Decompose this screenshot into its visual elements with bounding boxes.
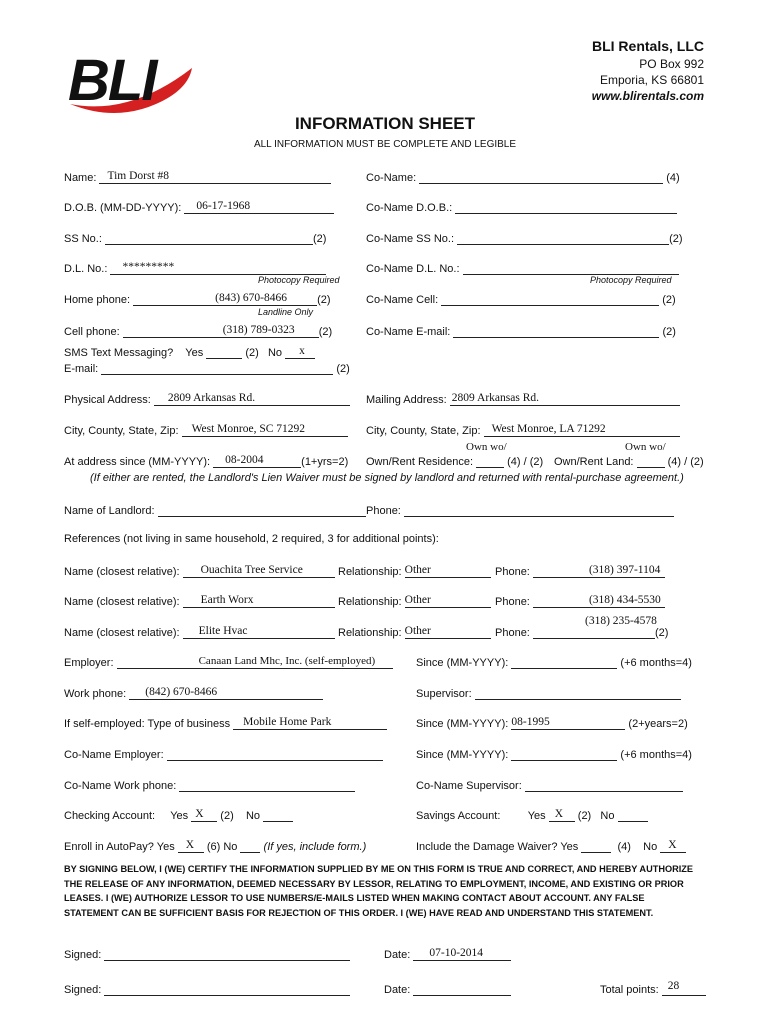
cocell-row: Co-Name Cell: (2) [366,294,676,306]
codl-row: Co-Name D.L. No.: [366,261,679,275]
email-field[interactable] [101,361,333,375]
landlord-phone-field[interactable] [404,503,674,517]
address-since-row: At address since (MM-YYYY): 08-2004 (1+yrs=2) [64,454,349,468]
ss-row: SS No.: (2) [64,233,327,245]
codl-note: Photocopy Required [590,275,672,285]
own-land-field[interactable] [637,454,665,468]
reference-rel-row-2: Relationship: Other [338,594,491,608]
company-po: PO Box 992 [639,57,704,71]
physical-address-field[interactable]: 2809 Arkansas Rd. [154,392,350,406]
page-subtitle: ALL INFORMATION MUST BE COMPLETE AND LEGIBLE [253,139,517,150]
dob-row: D.O.B. (MM-DD-YYYY): 06-17-1968 [64,200,334,214]
employer-since-row: Since (MM-YYYY): (+6 months=4) [416,657,692,669]
reference-rel-field[interactable]: Other [405,594,491,608]
cell-phone-field[interactable]: (318) 789-0323 [123,324,319,338]
business-type-field[interactable]: Mobile Home Park [233,716,387,730]
reference-phone-value-3: (318) 235-4578 [585,615,657,627]
email-row: E-mail: (2) [64,363,350,375]
reference-row-2: Name (closest relative): Earth Worx [64,594,335,608]
date-field-1[interactable]: 07-10-2014 [413,947,511,961]
waiver-yes-field[interactable] [581,839,611,853]
dl-note: Photocopy Required [258,275,340,285]
date-row-1: Date: 07-10-2014 [384,947,511,961]
dl-field[interactable]: ********* [110,261,326,275]
own-residence-row: Own/Rent Residence: (4) / (2) [366,456,544,468]
codob-field[interactable] [455,200,677,214]
city-row: City, County, State, Zip: West Monroe, SC 71292 [64,423,348,437]
home-phone-note: Landline Only [258,307,314,317]
coname-row: Co-Name: (4) [366,172,680,184]
company-city: Emporia, KS 66801 [599,73,704,87]
city-field[interactable]: West Monroe, SC 71292 [182,423,348,437]
codl-field[interactable] [463,261,679,275]
ss-field[interactable] [105,231,313,245]
employer-field[interactable]: Canaan Land Mhc, Inc. (self-employed) [117,655,393,669]
savings-row: Savings Account: Yes X (2) No [416,808,648,822]
home-phone-field[interactable]: (843) 670-8466 [133,292,317,306]
landlord-row: Name of Landlord: [64,503,366,517]
landlord-note: (If either are rented, the Landlord's Lien Waiver must be signed by landlord and returned with rental-purchase agreement.) [90,472,684,484]
employer-row: Employer: Canaan Land Mhc, Inc. (self-employed) [64,655,393,669]
sms-row: SMS Text Messaging? Yes (2) No x [64,345,315,359]
checking-no-field[interactable] [263,808,293,822]
coname-field[interactable] [419,170,663,184]
reference-row-3: Name (closest relative): Elite Hvac [64,625,335,639]
reference-rel-row-1: Relationship: Other [338,564,491,578]
bli-logo [60,38,200,118]
references-intro: References (not living in same household, 2 required, 3 for additional points): [64,533,439,545]
reference-phone-row-3: Phone: (2) [495,627,669,639]
reference-rel-row-3: Relationship: Other [338,625,491,639]
reference-rel-field[interactable]: Other [405,625,491,639]
dob-field[interactable]: 06-17-1968 [184,200,334,214]
page-title: INFORMATION SHEET [294,114,476,133]
own-land-row: Own/Rent Land: (4) / (2) [554,456,704,468]
name-row: Name: Tim Dorst #8 [64,170,331,184]
savings-yes-field[interactable]: X [549,808,575,822]
reference-name-field[interactable]: Ouachita Tree Service [183,564,335,578]
own-residence-field[interactable] [476,454,504,468]
mailing-address-field[interactable]: 2809 Arkansas Rd. [450,392,680,406]
name-field[interactable]: Tim Dorst #8 [99,170,331,184]
reference-phone-field[interactable]: (318) 397-1104 [533,564,665,578]
reference-phone-row-2: Phone: (318) 434-5530 [495,594,665,608]
business-since-field[interactable]: 08-1995 [511,716,625,730]
autopay-yes-field[interactable]: X [178,839,204,853]
mailing-address-row: Mailing Address: 2809 Arkansas Rd. [366,392,680,406]
checking-row: Checking Account: Yes X (2) No [64,808,293,822]
total-points-field[interactable]: 28 [662,982,706,996]
cell-phone-row: Cell phone: (318) 789-0323 (2) [64,324,333,338]
signature-row-1: Signed: [64,947,350,961]
co-work-phone-row: Co-Name Work phone: [64,778,355,792]
logo-text: BLI [68,48,156,113]
business-since-row: Since (MM-YYYY): 08-1995 (2+years=2) [416,716,688,730]
mailing-city-field[interactable]: West Monroe, LA 71292 [484,423,680,437]
sms-no-field[interactable]: x [285,345,315,359]
landlord-field[interactable] [158,503,366,517]
cocell-field[interactable] [441,292,659,306]
work-phone-row: Work phone: (842) 670-8466 [64,686,323,700]
mailing-city-row: City, County, State, Zip: West Monroe, LA 71292 [366,423,680,437]
signature-field-1[interactable] [104,947,350,961]
co-employer-row: Co-Name Employer: [64,747,383,761]
total-points-row: Total points: 28 [600,982,706,996]
landlord-phone-row: Phone: [366,503,674,517]
signature-row-2: Signed: [64,982,350,996]
reference-name-field[interactable]: Earth Worx [183,594,335,608]
dl-row: D.L. No.: ********* [64,261,326,275]
date-row-2: Date: [384,982,511,996]
reference-phone-row-1: Phone: (318) 397-1104 [495,564,665,578]
coss-row: Co-Name SS No.: (2) [366,233,683,245]
co-supervisor-field[interactable] [525,778,683,792]
damage-waiver-row: Include the Damage Waiver? Yes (4) No X [416,839,686,853]
date-field-2[interactable] [413,982,511,996]
physical-address-row: Physical Address: 2809 Arkansas Rd. [64,392,350,406]
reference-rel-field[interactable]: Other [405,564,491,578]
reference-phone-field[interactable]: (318) 434-5530 [533,594,665,608]
co-employer-since-row: Since (MM-YYYY): (+6 months=4) [416,749,692,761]
supervisor-row: Supervisor: [416,686,681,700]
self-employed-row: If self-employed: Type of business Mobile Home Park [64,716,387,730]
own-land-value: Own wo/ [625,441,666,453]
reference-phone-field[interactable] [533,625,655,639]
checking-yes-field[interactable]: X [191,808,217,822]
own-residence-value: Own wo/ [466,441,507,453]
company-website: www.blirentals.com [591,89,704,103]
work-phone-field[interactable]: (842) 670-8466 [129,686,323,700]
reference-row-1: Name (closest relative): Ouachita Tree Service [64,564,335,578]
autopay-row: Enroll in AutoPay? Yes X (6) No (If yes, include form.) [64,839,367,853]
employer-since-field[interactable] [511,655,617,669]
waiver-no-field[interactable]: X [660,839,686,853]
certification-statement: BY SIGNING BELOW, I (WE) CERTIFY THE INFORMATION SUPPLIED BY ME ON THIS FORM IS TRUE AND CORRECT, AND HEREBY AUTHORIZE THE RELEASE OF ANY INFORMATION, DEEMED NECESSARY BY LESSOR, RELATING TO EMPLOYMENT, INCOME, AND EXISTING OR PRIOR LEASES. I (WE) AUTHORIZE LESSOR TO USE NUMBERS/E-MAILS LISTED WHEN MAKING CONTACT ABOUT ACCOUNT. ANY FALSE STATEMENT CAN BE SUFFICIENT BASIS FOR REJECTION OF THIS ORDER. I (WE) HAVE READ AND UNDERSTAND THIS STATEMENT. [64,864,694,918]
supervisor-field[interactable] [475,686,681,700]
address-since-field[interactable]: 08-2004 [213,454,301,468]
savings-no-field[interactable] [618,808,648,822]
co-supervisor-row: Co-Name Supervisor: [416,778,683,792]
company-name: BLI Rentals, LLC [591,38,704,54]
co-work-phone-field[interactable] [179,778,355,792]
coemail-field[interactable] [453,324,659,338]
coemail-row: Co-Name E-mail: (2) [366,326,676,338]
codob-row: Co-Name D.O.B.: [366,200,677,214]
home-phone-row: Home phone: (843) 670-8466 (2) [64,292,331,306]
autopay-no-field[interactable] [240,839,260,853]
reference-name-field[interactable]: Elite Hvac [183,625,335,639]
coss-field[interactable] [457,231,669,245]
signature-field-2[interactable] [104,982,350,996]
co-employer-since-field[interactable] [511,747,617,761]
co-employer-field[interactable] [167,747,383,761]
sms-yes-field[interactable] [206,345,242,359]
